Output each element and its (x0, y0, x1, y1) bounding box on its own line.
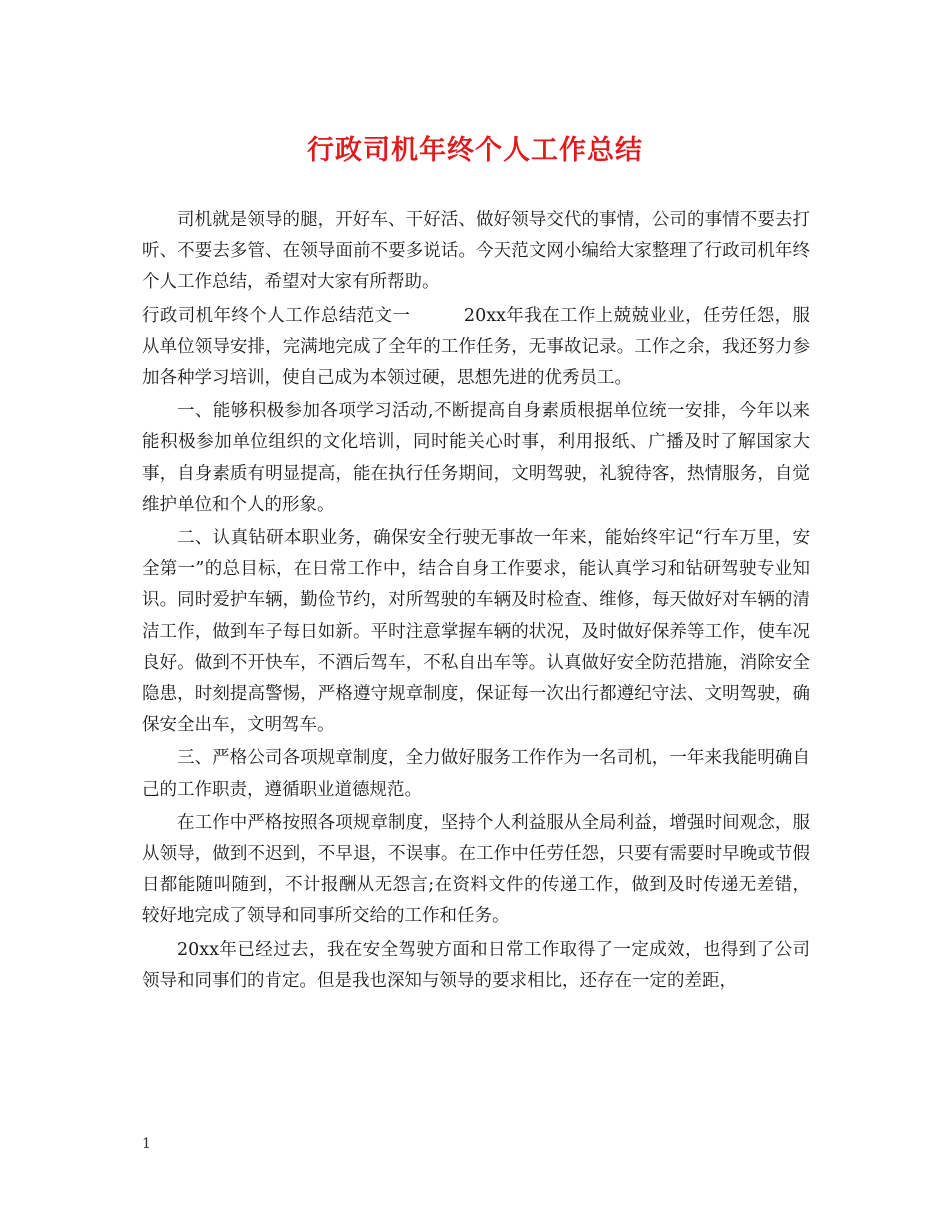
paragraph-point-two: 二、认真钻研本职业务，确保安全行驶无事故一年来，能始终牢记“行车万里，安全第一”的总目标，在日常工作中，结合自身工作要求，能认真学习和钻研驾驶专业知识。同时爱护车辆，勤俭节约，对所驾驶的车辆及时检查、维修，每天做好对车辆的清洁工作，做到车子每日如新。平时注意掌握车辆的状况，及时做好保养等工作，使车况良好。做到不开快车，不酒后驾车，不私自出车等。认真做好安全防范措施，消除安全隐患，时刻提高警惕，严格遵守规章制度，保证每一次出行都遵纪守法、文明驾驶，确保安全出车，文明驾车。 (142, 528, 810, 736)
paragraph-intro: 司机就是领导的腿，开好车、干好活、做好领导交代的事情，公司的事情不要去打听、不要去多管、在领导面前不要多说话。今天范文网小编给大家整理了行政司机年终个人工作总结，希望对大家有所帮助。 (142, 210, 810, 293)
paragraph-sample-heading: 行政司机年终个人工作总结范文一 20xx年我在工作上兢兢业业，任劳任怨，服从单位领导安排，完满地完成了全年的工作任务，无事故记录。工作之余，我还努力参加各种学习培训，使自己成为本领过硬，思想先进的优秀员工。 (142, 305, 810, 389)
document-body (142, 205, 810, 999)
paragraph-point-one: 一、能够积极参加各项学习活动,不断提高自身素质根据单位统一安排，今年以来能积极参加单位组织的文化培训，同时能关心时事，利用报纸、广播及时了解国家大事，自身素质有明显提高，能在执行任务期间，文明驾驶，礼貌待客，热情服务，自觉维护单位和个人的形象。 (142, 401, 810, 515)
paragraph-work-rules: 在工作中严格按照各项规章制度，坚持个人利益服从全局利益，增强时间观念，服从领导，做到不迟到，不早退，不误事。在工作中任劳任怨，只要有需要时早晚或节假日都能随叫随到，不计报酬从无怨言;在资料文件的传递工作，做到及时传递无差错，较好地完成了领导和同事所交给的工作和任务。 (142, 812, 810, 927)
paragraph-year-summary: 20xx年已经过去，我在安全驾驶方面和日常工作取得了一定成效，也得到了公司领导和同事们的肯定。但是我也深知与领导的要求相比，还存在一定的差距， (142, 939, 810, 991)
paragraph-point-three: 三、严格公司各项规章制度，全力做好服务工作作为一名司机，一年来我能明确自己的工作职责，遵循职业道德规范。 (142, 748, 810, 800)
page-number: 1 (142, 1136, 151, 1152)
document-title: 行政司机年终个人工作总结 (307, 135, 643, 166)
